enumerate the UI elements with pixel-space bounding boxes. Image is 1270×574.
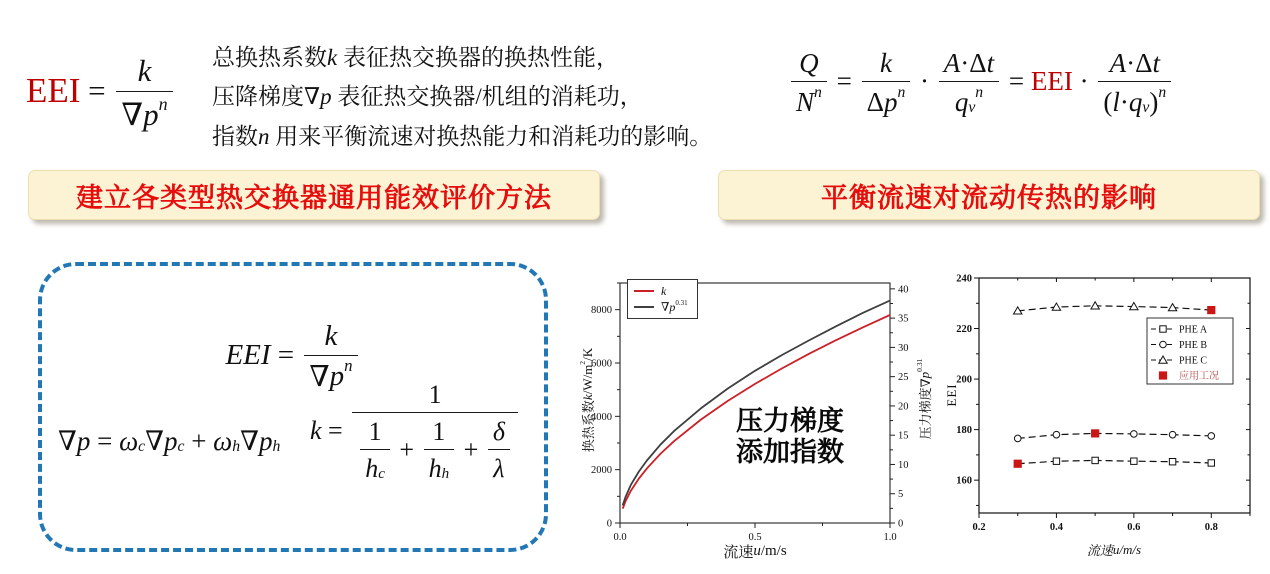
chart1-left-y-axis-label: 换热系数k/W/m2/K <box>578 347 596 453</box>
banner-method-title: 建立各类型热交换器通用能效评价方法 <box>28 170 600 220</box>
svg-text:0.2: 0.2 <box>972 522 986 533</box>
annotation-line-1: 压力梯度 <box>736 406 844 436</box>
svg-text:0.6: 0.6 <box>1127 522 1141 533</box>
svg-text:0: 0 <box>898 518 904 530</box>
chart2-plot <box>956 274 1250 534</box>
svg-text:15: 15 <box>898 430 909 442</box>
svg-text:220: 220 <box>956 324 972 336</box>
desc-line-1: 总换热系数k 表征热交换器的换热性能， <box>212 44 619 70</box>
svg-text:10: 10 <box>898 459 909 471</box>
svg-text:PHE C: PHE C <box>1179 355 1208 367</box>
box-formula-pressure-gradient: ∇p = ωc∇pc + ωh∇ph <box>58 426 281 457</box>
svg-text:PHE B: PHE B <box>1179 340 1208 351</box>
svg-text:6000: 6000 <box>591 358 612 370</box>
svg-text:2000: 2000 <box>591 465 612 477</box>
legend-row-k: k <box>634 283 688 299</box>
svg-text:0.5: 0.5 <box>748 532 762 543</box>
chart2-x-axis-label: 流速u/m/s <box>1086 541 1142 558</box>
formula-dashed-box <box>38 262 548 552</box>
series-line-PHE B <box>1018 433 1212 438</box>
banner-velocity-title: 平衡流速对流动传热的影响 <box>718 170 1260 220</box>
eei-definition-formula: EEI = $\frac{k}{\nabla pn}$ <box>26 50 176 133</box>
legend-swatch <box>634 290 654 293</box>
svg-text:应用工况: 应用工况 <box>1179 371 1219 382</box>
legend-swatch <box>634 306 654 309</box>
chart1-legend <box>627 279 698 319</box>
chart1-right-y-axis-label: 压力梯度∇p0.31 <box>915 358 933 440</box>
eei-vs-velocity-chart <box>945 258 1270 574</box>
svg-text:25: 25 <box>898 372 909 384</box>
svg-text:0.0: 0.0 <box>613 532 627 543</box>
series-∇p^0.31 <box>623 301 890 506</box>
svg-text:180: 180 <box>956 425 972 437</box>
svg-text:240: 240 <box>956 273 972 285</box>
series-line-PHE C <box>1018 306 1212 311</box>
svg-text:8000: 8000 <box>591 305 612 317</box>
svg-text:1.0: 1.0 <box>883 532 897 543</box>
svg-text:30: 30 <box>898 342 909 354</box>
eei-chart-svg <box>945 258 1270 574</box>
chart2-legend <box>1147 318 1233 384</box>
variable-description-text <box>212 37 712 156</box>
svg-text:0: 0 <box>606 518 612 530</box>
svg-text:200: 200 <box>956 374 972 386</box>
legend-row-∇p^0.31: ∇ p 0.31 <box>634 299 688 315</box>
series-line-PHE A <box>1018 460 1212 463</box>
svg-text:20: 20 <box>898 401 909 413</box>
svg-text:5: 5 <box>898 489 904 501</box>
desc-line-3: 指数n 用来平衡流速对换热能力和消耗功的影响。 <box>212 124 713 150</box>
svg-text:PHE A: PHE A <box>1179 324 1208 336</box>
svg-text:35: 35 <box>898 313 909 325</box>
svg-text:0.8: 0.8 <box>1204 522 1218 533</box>
qn-derivation-formula: $\frac{Q}{Nn}$ = $\frac{k}{\text{Δpn}}$ · $\frac{A\cdot\Delta t}{\text{qvn}}$ = EEI · $\frac{A\cdot\Delta t}{(l\cdot qv)n}$ <box>788 46 1174 118</box>
chart1-x-axis-label: 流速u/m/s <box>723 543 787 561</box>
pressure-gradient-annotation <box>695 406 885 468</box>
svg-text:4000: 4000 <box>591 411 612 423</box>
chart2-y-axis-label: EEI <box>944 383 959 407</box>
desc-line-2: 压降梯度∇p 表征热交换器/机组的消耗功， <box>212 84 643 110</box>
box-formula-k-resistance: k = 1 $\frac{1}{hc}$ + $\frac{1}{hh}$ + $\frac{\delta}{\lambda}$ <box>310 378 521 484</box>
svg-text:0.4: 0.4 <box>1049 522 1063 533</box>
svg-text:160: 160 <box>956 475 972 487</box>
svg-text:40: 40 <box>898 284 909 296</box>
box-formula-eei: EEI = $\frac{k}{\nabla pn}$ <box>42 318 544 394</box>
annotation-line-2: 添加指数 <box>736 437 844 467</box>
